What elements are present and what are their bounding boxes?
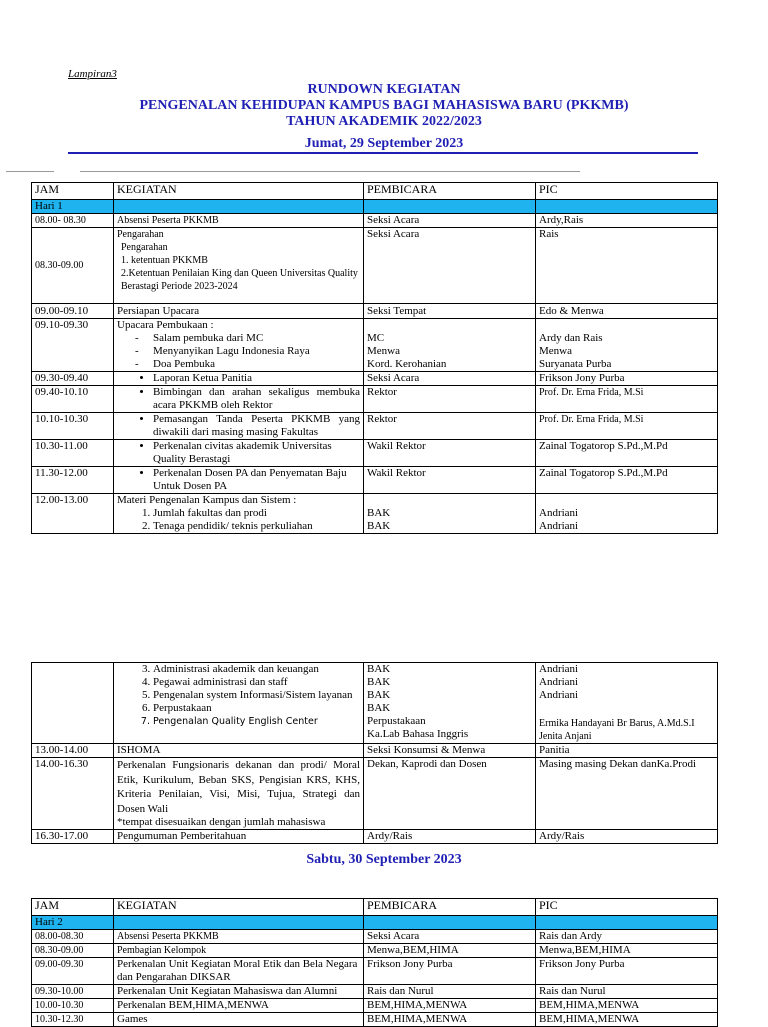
table-row xyxy=(32,319,718,372)
jam-cell: 09.30-09.40 xyxy=(32,372,114,386)
table-row xyxy=(32,413,718,440)
pic-line: Ermika Handayani Br Barus, A.Md.S.I xyxy=(539,718,695,729)
pic-line: Andriani xyxy=(539,676,579,688)
table-row xyxy=(32,958,718,985)
day-label: Hari 1 xyxy=(32,200,114,214)
pembicara-cell: Rais dan Nurul xyxy=(364,985,536,999)
pembicara-line: BAK xyxy=(367,663,391,675)
kegiatan-cell xyxy=(114,467,364,494)
divider-left xyxy=(6,171,54,172)
pembicara-cell: Ardy/Rais xyxy=(364,830,536,844)
table-row xyxy=(32,744,718,758)
col-header-pembicara: PEMBICARA xyxy=(364,899,536,916)
kegiatan-line: 1. ketentuan PKKMB xyxy=(121,255,208,266)
jam-cell: 11.30-12.00 xyxy=(32,467,114,494)
kegiatan-cell: Perkenalan Unit Kegiatan Moral Etik dan Bela Negara dan Pengarahan DIKSAR xyxy=(114,958,364,985)
jam-cell: 14.00-16.30 xyxy=(32,758,114,830)
pic-cell xyxy=(536,319,718,372)
lampiran-label: Lampiran3 xyxy=(68,68,117,80)
list-item: • Pemasangan Tanda Peserta PKKMB yang diwakili dari masing masing Fakultas xyxy=(153,413,360,439)
title-line-1: RUNDOWN KEGIATAN xyxy=(307,82,461,97)
pembicara-line: Menwa xyxy=(367,345,400,357)
list-item: • Perkenalan civitas akademik Universitas Quality Berastagi xyxy=(153,440,360,466)
pembicara-line: BAK xyxy=(367,689,391,701)
jam-cell: 16.30-17.00 xyxy=(32,830,114,844)
table-row xyxy=(32,944,718,958)
pic-line: Andriani xyxy=(539,689,579,701)
pembicara-cell: Rektor xyxy=(364,386,536,413)
pic-cell xyxy=(536,663,718,744)
jam-cell: 08.00- 08.30 xyxy=(32,214,114,228)
list-item: 6. Perpustakaan xyxy=(153,702,360,715)
pembicara-cell: Menwa,BEM,HIMA xyxy=(364,944,536,958)
list-item: - Doa Pembuka xyxy=(153,358,360,371)
table-row xyxy=(32,304,718,319)
pembicara-cell: Wakil Rektor xyxy=(364,467,536,494)
kegiatan-cell: Absensi Peserta PKKMB xyxy=(114,930,364,944)
kegiatan-cell xyxy=(114,413,364,440)
header-rule xyxy=(68,152,698,154)
kegiatan-line: Materi Pengenalan Kampus dan Sistem : xyxy=(117,494,297,506)
kegiatan-cell: Absensi Peserta PKKMB xyxy=(114,214,364,228)
table-row xyxy=(32,999,718,1013)
pic-line: Andriani xyxy=(539,663,579,675)
pic-cell: Rais dan Ardy xyxy=(536,930,718,944)
table-row xyxy=(32,663,718,744)
col-header-pic: PIC xyxy=(536,899,718,916)
list-item: • Bimbingan dan arahan sekaligus membuka acara PKKMB oleh Rektor xyxy=(153,386,360,412)
jam-cell: 10.30-12.30 xyxy=(32,1013,114,1027)
pembicara-line: MC xyxy=(367,332,385,344)
pic-line: Ardy dan Rais xyxy=(539,332,603,344)
pembicara-cell: BEM,HIMA,MENWA xyxy=(364,999,536,1013)
table-row xyxy=(32,930,718,944)
list-item: • Perkenalan Dosen PA dan Penyematan Baju Untuk Dosen PA xyxy=(153,467,360,493)
jam-cell: 08.00-08.30 xyxy=(32,930,114,944)
pic-cell: Prof. Dr. Erna Frida, M.Si xyxy=(536,386,718,413)
pembicara-cell: Seksi Acara xyxy=(364,930,536,944)
table-row xyxy=(32,467,718,494)
list-item: 7. Pengenalan Quality English Center xyxy=(153,715,360,728)
kegiatan-line: Pengarahan xyxy=(121,242,168,253)
jam-cell xyxy=(32,663,114,744)
kegiatan-cell xyxy=(114,386,364,413)
pembicara-cell xyxy=(364,663,536,744)
title-line-3: TAHUN AKADEMIK 2022/2023 xyxy=(286,114,482,129)
list-item: 2. Tenaga pendidik/ teknis perkuliahan xyxy=(153,520,360,533)
pic-line: Menwa xyxy=(539,345,572,357)
divider-main xyxy=(80,171,580,172)
jam-cell: 12.00-13.00 xyxy=(32,494,114,534)
pic-line: Suryanata Purba xyxy=(539,358,612,370)
col-header-kegiatan: KEGIATAN xyxy=(114,899,364,916)
table-row xyxy=(32,830,718,844)
pembicara-cell xyxy=(364,319,536,372)
pic-cell: Rais xyxy=(536,228,718,304)
table-row xyxy=(32,228,718,304)
day-label-row xyxy=(32,200,718,214)
list-item: 3. Administrasi akademik dan keuangan xyxy=(153,663,360,676)
kegiatan-cell xyxy=(114,494,364,534)
pic-cell: Frikson Jony Purba xyxy=(536,958,718,985)
kegiatan-cell: Perkenalan Unit Kegiatan Mahasiswa dan Alumni xyxy=(114,985,364,999)
kegiatan-cell: Games xyxy=(114,1013,364,1027)
schedule-table-day-1 xyxy=(31,182,718,534)
list-item: • Laporan Ketua Panitia xyxy=(153,372,360,385)
kegiatan-cell xyxy=(114,372,364,386)
pembicara-line: Ka.Lab Bahasa Inggris xyxy=(367,728,469,740)
list-item: - Menyanyikan Lagu Indonesia Raya xyxy=(153,345,360,358)
kegiatan-cell: Persiapan Upacara xyxy=(114,304,364,319)
schedule-table-day-1-continued xyxy=(31,662,718,844)
title-line-2: PENGENALAN KEHIDUPAN KAMPUS BAGI MAHASISWA BARU (PKKMB) xyxy=(139,98,629,113)
pic-cell: Ardy/Rais xyxy=(536,830,718,844)
kegiatan-cell: Pengumuman Pemberitahuan xyxy=(114,830,364,844)
date-day-2: Sabtu, 30 September 2023 xyxy=(306,852,462,867)
pic-cell: Edo & Menwa xyxy=(536,304,718,319)
jam-cell: 10.10-10.30 xyxy=(32,413,114,440)
jam-cell: 10.30-11.00 xyxy=(32,440,114,467)
jam-cell: 09.10-09.30 xyxy=(32,319,114,372)
kegiatan-cell xyxy=(114,228,364,304)
kegiatan-cell xyxy=(114,663,364,744)
pembicara-cell: Seksi Acara xyxy=(364,372,536,386)
pic-line: Andriani xyxy=(539,520,579,532)
jam-cell: 08.30-09.00 xyxy=(32,228,114,304)
pembicara-line: Perpustakaan xyxy=(367,715,426,727)
pembicara-line: Kord. Kerohanian xyxy=(367,358,447,370)
date-day-1: Jumat, 29 September 2023 xyxy=(304,136,464,151)
kegiatan-note: *tempat disesuaikan dengan jumlah mahasiswa xyxy=(117,816,326,828)
pic-cell xyxy=(536,494,718,534)
kegiatan-cell xyxy=(114,758,364,830)
table-row xyxy=(32,386,718,413)
day-label-row xyxy=(32,916,718,930)
pembicara-cell: Wakil Rektor xyxy=(364,440,536,467)
kegiatan-line: Pengarahan xyxy=(117,229,164,240)
jam-cell: 10.00-10.30 xyxy=(32,999,114,1013)
kegiatan-cell xyxy=(114,319,364,372)
pic-cell: Panitia xyxy=(536,744,718,758)
pembicara-cell: Seksi Acara xyxy=(364,228,536,304)
jam-cell: 09.00-09.10 xyxy=(32,304,114,319)
pembicara-cell: Frikson Jony Purba xyxy=(364,958,536,985)
pembicara-cell xyxy=(364,494,536,534)
schedule-table-day-2 xyxy=(31,898,718,1027)
kegiatan-line: Perkenalan Fungsionaris dekanan dan prodi/ Moral Etik, Kurikulum, Beban SKS, Pengisian KRS, KHS, Kriteria Penilaian, Visi, Misi, Tujua, Strategi dan Dosen Wali xyxy=(117,759,360,815)
day-label: Hari 2 xyxy=(32,916,114,930)
table-row xyxy=(32,214,718,228)
pic-cell: Ardy,Rais xyxy=(536,214,718,228)
table-header-row xyxy=(32,183,718,200)
pembicara-cell: Seksi Acara xyxy=(364,214,536,228)
pembicara-line: BAK xyxy=(367,520,391,532)
pembicara-line: BAK xyxy=(367,702,391,714)
jam-cell: 09.00-09.30 xyxy=(32,958,114,985)
pic-cell: Masing masing Dekan danKa.Prodi xyxy=(536,758,718,830)
pic-cell: Zainal Togatorop S.Pd.,M.Pd xyxy=(536,467,718,494)
kegiatan-line: 2.Ketentuan Penilaian King dan Queen Universitas Quality Berastagi Periode 2023-2024 xyxy=(121,268,358,292)
table-row xyxy=(32,1013,718,1027)
pembicara-cell: Rektor xyxy=(364,413,536,440)
pembicara-line: BAK xyxy=(367,676,391,688)
table-row xyxy=(32,985,718,999)
col-header-kegiatan: KEGIATAN xyxy=(114,183,364,200)
col-header-pembicara: PEMBICARA xyxy=(364,183,536,200)
jam-cell: 13.00-14.00 xyxy=(32,744,114,758)
jam-cell: 08.30-09.00 xyxy=(32,944,114,958)
pic-cell: Frikson Jony Purba xyxy=(536,372,718,386)
list-item: 1. Jumlah fakultas dan prodi xyxy=(153,507,360,520)
jam-cell: 09.40-10.10 xyxy=(32,386,114,413)
col-header-jam: JAM xyxy=(32,183,114,200)
table-header-row xyxy=(32,899,718,916)
pic-cell: Menwa,BEM,HIMA xyxy=(536,944,718,958)
kegiatan-cell: Perkenalan BEM,HIMA,MENWA xyxy=(114,999,364,1013)
kegiatan-cell xyxy=(114,440,364,467)
pembicara-line: BAK xyxy=(367,507,391,519)
pembicara-cell: Dekan, Kaprodi dan Dosen xyxy=(364,758,536,830)
kegiatan-cell: Pembagian Kelompok xyxy=(114,944,364,958)
pic-line: Andriani xyxy=(539,507,579,519)
table-row xyxy=(32,758,718,830)
list-item: 4. Pegawai administrasi dan staff xyxy=(153,676,360,689)
col-header-pic: PIC xyxy=(536,183,718,200)
pembicara-cell: BEM,HIMA,MENWA xyxy=(364,1013,536,1027)
list-item: 5. Pengenalan system Informasi/Sistem layanan xyxy=(153,689,360,702)
table-row xyxy=(32,494,718,534)
col-header-jam: JAM xyxy=(32,899,114,916)
pic-cell: BEM,HIMA,MENWA xyxy=(536,999,718,1013)
kegiatan-cell: ISHOMA xyxy=(114,744,364,758)
table-row xyxy=(32,440,718,467)
document-header xyxy=(0,82,768,152)
pic-cell: BEM,HIMA,MENWA xyxy=(536,1013,718,1027)
pic-line: Jenita Anjani xyxy=(539,731,592,742)
pembicara-cell: Seksi Konsumsi & Menwa xyxy=(364,744,536,758)
table-row xyxy=(32,372,718,386)
list-item: - Salam pembuka dari MC xyxy=(153,332,360,345)
pic-cell: Zainal Togatorop S.Pd.,M.Pd xyxy=(536,440,718,467)
kegiatan-line: Upacara Pembukaan : xyxy=(117,319,214,331)
pembicara-cell: Seksi Tempat xyxy=(364,304,536,319)
jam-cell: 09.30-10.00 xyxy=(32,985,114,999)
pic-cell: Prof. Dr. Erna Frida, M.Si xyxy=(536,413,718,440)
pic-cell: Rais dan Nurul xyxy=(536,985,718,999)
